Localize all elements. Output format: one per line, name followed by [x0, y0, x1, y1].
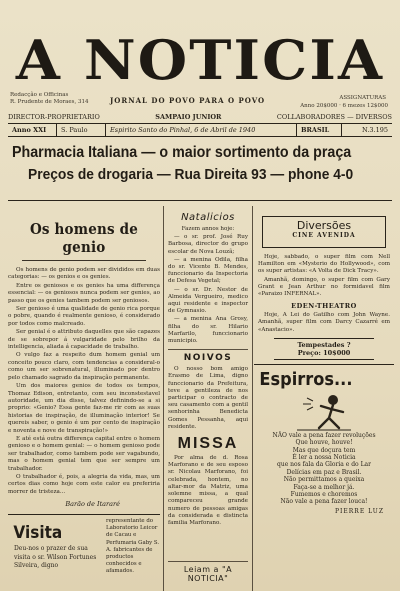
poem-line: Fumemos e choremos	[290, 491, 358, 499]
poem-line: que nos fala da Gloria e do Lar	[277, 461, 371, 469]
cinema-listing: Amanhã, domingo, o super film com Gary Grant e Jean Arthur no formidavel film «Paraizo INFERNAL».	[258, 276, 390, 298]
collaborators: COLLABORADORES — DIVERSOS	[276, 113, 392, 121]
poem-line: Não permittamos a queixa	[283, 476, 365, 484]
visita-text: Deu-nos o prazer de sua visita o sr. Wilson Fortunes Silveira, digno	[14, 545, 97, 569]
staff-line	[8, 113, 392, 121]
newspaper-title: A NOTICIA	[15, 28, 385, 92]
visita-title: Visita	[13, 523, 63, 543]
poem-line: NÃO vale a pena fazer revoluções	[272, 431, 376, 439]
noivos-text: O nosso bom amigo Erasmo de Lima, digno funccionario da Prefeitura, teve a gentileza de nos participar o contracto de seu casamento com a gentil senhorinha Benedicta Gomes Pessanha, aqui residente.	[168, 366, 248, 430]
natalicios-title: Natalicios	[181, 212, 235, 223]
issue-number: N.3.195	[362, 126, 388, 134]
address-line-2: R. Prudente de Moraes, 314	[10, 99, 89, 105]
poem-line: Faça-se a melhor já.	[293, 483, 355, 491]
natalicios-body	[168, 226, 248, 345]
eden-text: Hoje, A Lei do Gatilho com John Wayne. Amanhã, super film com Darcy Cazarré em «Anastacio».	[258, 312, 390, 333]
temperature-box	[274, 338, 374, 360]
newspaper-subtitle: JORNAL DO POVO PARA O POVO	[110, 96, 266, 105]
natalicio-item: — o sr. Dr. Nestor de Almeida Vergueiro, medico aqui residente e inspector de Gymnasio.	[168, 286, 248, 315]
cinema-listing: Hoje, sabbado, o super film com Nell Hamilton em «Mysterio do Hollywood», com os super artistas: «A Volta de Dick Tracy».	[258, 254, 390, 275]
subscriptions-label: ASSIGNATURAS	[339, 95, 386, 101]
address-line-1: Redacção e Officinas	[10, 92, 69, 98]
article-column	[8, 206, 160, 512]
noivos-title: NOIVOS	[168, 349, 248, 363]
poem-line: Não vale a pena fazer louca!	[280, 498, 368, 506]
masthead	[0, 0, 400, 136]
eden-body	[258, 312, 390, 334]
visita-continuation	[106, 518, 160, 576]
issue-city: S. Paulo	[57, 124, 106, 136]
social-column	[163, 206, 253, 591]
article-signature: Barão de Itararé	[65, 500, 120, 509]
missa-body	[168, 455, 248, 527]
issue-year: Anno XXI	[8, 124, 57, 136]
article-headline: Os homens de genio	[29, 220, 139, 256]
issue-strip	[8, 123, 392, 137]
natalicio-item: — a menina Ana Grosy, filha do sr. Hilario Marfarilo, funccionario municipio.	[168, 316, 248, 345]
missa-title: MISSA	[177, 435, 239, 453]
diversoes-title: Diversões	[296, 219, 352, 232]
article-paragraph: Entre os geniosos e os genies ha uma differença essencial: — os geniosos nunca podem ser genies, ao passo que os genies tambem podem ser geniosos.	[8, 282, 160, 304]
article-paragraph: E até está outra differença capital entre o homem genioso e o homem genial: — o homem genioso pode ser trabalhador, como tambem pode ser vagabundo, mas o homem genial tem que ser sempre um trabalhador.	[8, 435, 160, 472]
article-paragraph: Ser genial é o attributo daquelles que são capazes de se sobrepor á vulgaridade pelo brilho da intelligencia, aliada á capacidade de trabalho.	[8, 329, 160, 351]
poem-line: Mas que doçura tem	[292, 446, 356, 454]
cinema-name: CINE AVENIDA	[292, 232, 356, 239]
article-body	[8, 267, 160, 496]
article-paragraph: O vulgo faz a respeito dum homem genial um conceito pouco claro, com tendencias a consideral-o como um ser sobrenatural, illuminado por dentro pelo chamado sagrado da inspiração permanente.	[8, 352, 160, 381]
noivos-body	[168, 366, 248, 431]
pharmacy-banner-ad	[8, 140, 392, 201]
poem-line: É ler a nossa Noticia	[292, 454, 356, 462]
article-paragraph: Ser genioso é uma qualidade de genio rica porque o pobre, quando é realmente genioso, é considerado por todos como malcreado.	[8, 306, 160, 327]
eden-title: EDEN-THEATRO	[291, 302, 357, 311]
article-paragraph: O trabalhador é, pois, a alegria da vida, mas, um certos dias como hoje com este calor eu preferiria morrer de tristeza...	[8, 473, 160, 495]
banner-line-1: Pharmacia Italiana — o maior sortimento da praça	[12, 144, 352, 161]
poem-line: Delícias em paz e Brasil.	[286, 468, 362, 476]
temperature-line-1: Tempestades ?	[297, 340, 351, 349]
director-name: SAMPAIO JUNIOR	[155, 113, 222, 121]
leiam-notice: Leiam a "A NOTICIA"	[168, 561, 248, 583]
article-paragraph: Um dos maiores genios de todos os tempos, Thomaz Edison, entretanto, com seu inconstestavel autoridade, um dia disse, talvez definindo-se a si proprio: «Genio? Essa gente faz-me rir com as suas historias de inspiração, de illuminação interior! Se quereis saber, o genio é um por cento de inspiração e noventa e nove de transpiração!»	[8, 383, 160, 434]
entertainment-column	[254, 206, 394, 591]
temperature-line-2: Preço: 10$000	[297, 348, 351, 357]
poem-signature: PIERRE LUZ	[335, 507, 384, 515]
issue-country: BRASIL	[297, 124, 342, 136]
missa-text: Por alma de d. Rosa Marforano e de seu esposo sr. Nicolau Marforano, foi celebrada, hontem, no altar-mor da Matriz, uma solemne missa, a qual compareceu grande numero de pessoas amigas da considerada e distincta familia Marforano.	[168, 455, 248, 526]
sneezing-figure-illustration	[289, 392, 359, 432]
natalicios-intro: Fazem annos hoje:	[181, 226, 235, 232]
subscription-prices: Anno 20$000 · 6 mezes 12$000	[300, 103, 388, 109]
poem-line: Que houve, houve!	[295, 439, 353, 447]
issue-date: Espirito Santo do Pinhal, 6 de Abril de 1940	[106, 124, 297, 136]
cinema-listings	[258, 254, 390, 298]
espirros-section	[254, 364, 394, 515]
banner-line-2: Preços de drogaria — Rua Direita 93 — phone 4-0	[28, 166, 354, 183]
diversoes-box	[262, 216, 386, 248]
headline-rule	[22, 260, 146, 261]
visita-text-continued: representante do Laboratorio Leicor de Cacau e Perfumaria Gaby S. A. fabricantes de productos conhecidos e afamados.	[106, 518, 160, 575]
natalicio-item: — a menina Odila, filha do sr. Vicente B. Mendes, funccionario da Inspectoria de Defesa Vegetal;	[168, 256, 248, 285]
espirros-poem	[254, 432, 394, 506]
director-label: DIRECTOR-PROPRIETARIO	[8, 113, 100, 121]
natalicio-item: — o sr. prof. José Ruy Barbosa, director do grupo escolar de Nova Louzã;	[168, 234, 248, 255]
espirros-title: Espirros...	[259, 368, 353, 390]
article-paragraph: Os homens de genio podem ser divididos em duas categorias: — os genios e os genies.	[8, 267, 160, 281]
